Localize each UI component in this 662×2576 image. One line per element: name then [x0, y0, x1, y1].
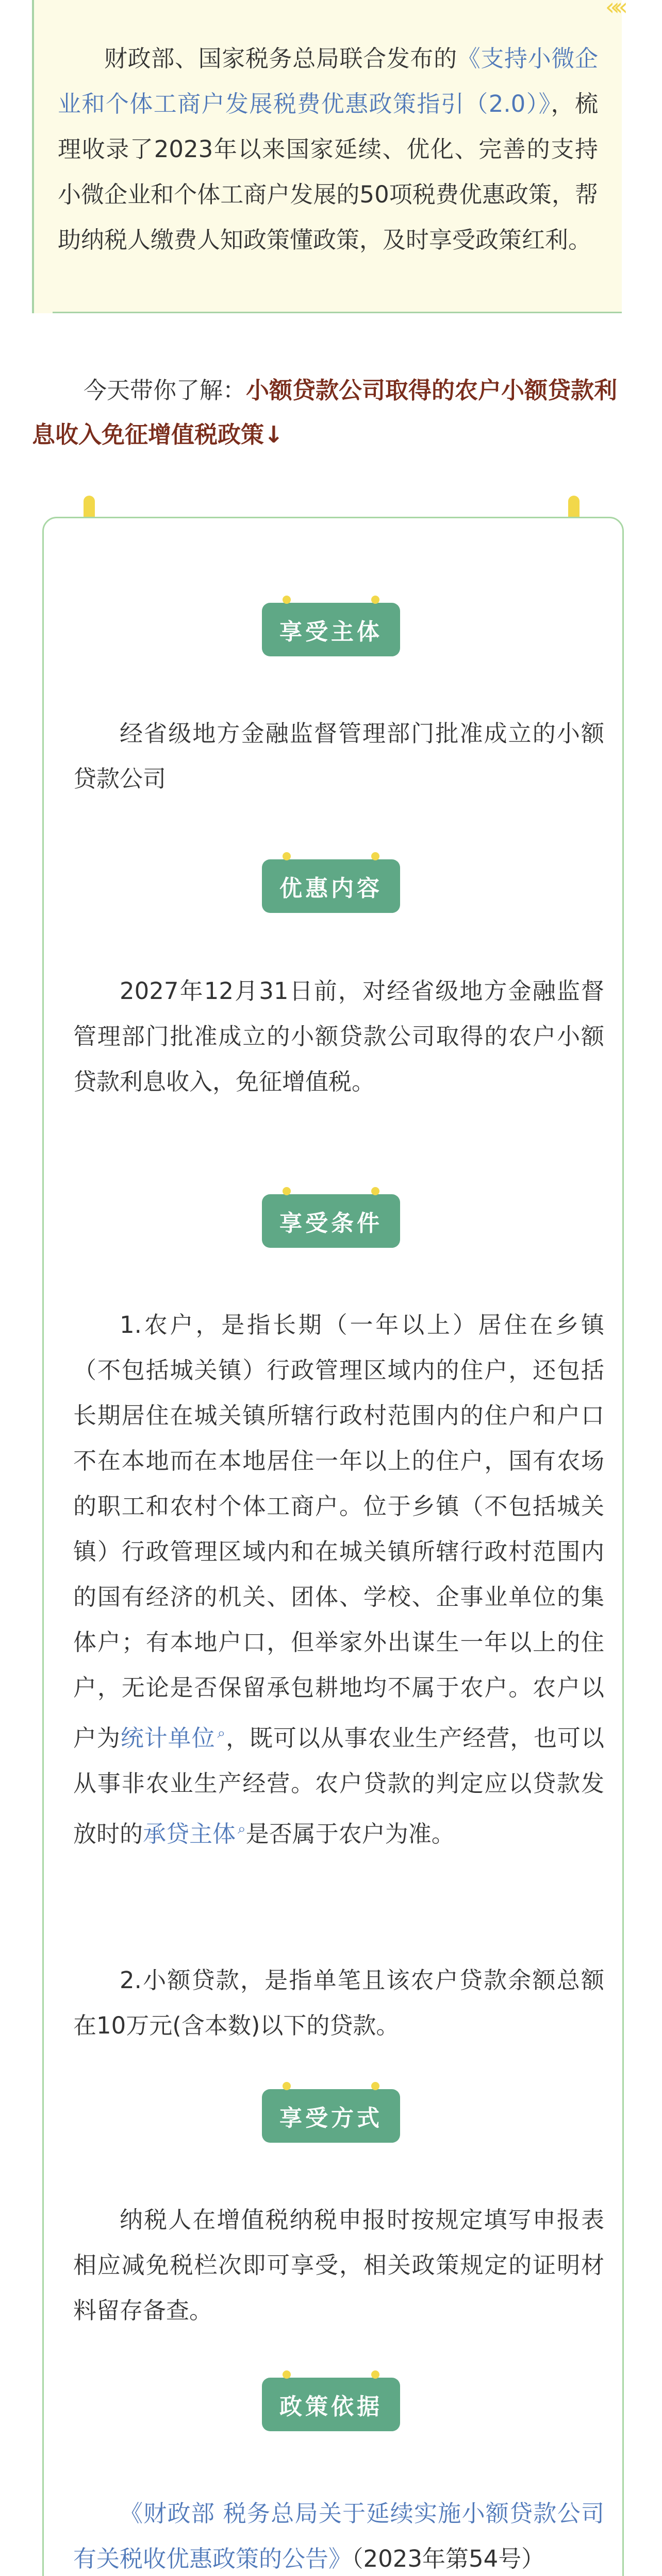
conditions-paragraph-1	[73, 1302, 604, 1857]
conditions-p1-part-b: ，既可以从事农业生产经营，也可以从事非农业生产经营。农户贷款的判定应以贷款发放时的	[73, 1724, 604, 1848]
policy-announcement-link[interactable]: 《财政部 税务总局关于延续实施小额贷款公司有关税收优惠政策的公告》	[73, 2500, 604, 2572]
decorative-arrows-icon: ««	[605, 0, 622, 21]
conditions-p1-part-a: 1.农户，是指长期（一年以上）居住在乡镇（不包括城关镇）行政管理区域内的住户，还包括长期居住在城关镇所辖行政村范围内的住户和户口不在本地而在本地居住一年以上的住户，国有农场的职工和农村个体工商户。位于乡镇（不包括城关镇）行政管理区域内和在城关镇所辖行政村范围内的国有经济的机关、团体、学校、企事业单位的集体户；有本地户口，但举家外出谋生一年以上的住户，无论是否保留承包耕地均不属于农户。农户以户为	[73, 1311, 604, 1752]
borrowing-entity-link[interactable]: 承贷主体	[143, 1820, 236, 1848]
section-header-method-wrap	[0, 2089, 662, 2143]
section-header-method: 享受方式	[262, 2089, 400, 2143]
conditions-paragraph-2: 2.小额贷款，是指单笔且该农户贷款余额总额在10万元(含本数)以下的贷款。	[73, 1967, 604, 2039]
subject-text: 经省级地方金融监督管理部门批准成立的小额贷款公司	[73, 720, 604, 792]
intro-paragraph	[58, 36, 598, 263]
content-text: 2027年12月31日前，对经省级地方金融监督管理部门批准成立的小额贷款公司取得的农户小额贷款利息收入，免征增值税。	[73, 977, 604, 1095]
search-superscript-icon[interactable]: ⌕	[217, 1724, 226, 1741]
intro-box	[32, 0, 622, 313]
section-header-conditions: 享受条件	[262, 1194, 400, 1248]
conditions-p1-part-c: 是否属于农户为准。	[245, 1820, 455, 1848]
statistical-unit-link[interactable]: 统计单位	[120, 1724, 216, 1752]
intro-before-link: 财政部、国家税务总局联合发布的	[104, 45, 457, 72]
section-header-basis: 政策依据	[262, 2378, 400, 2431]
section-header-content: 优惠内容	[262, 859, 400, 913]
lead-paragraph	[32, 368, 630, 457]
basis-paragraph	[73, 2491, 604, 2576]
policy-guide-link[interactable]: 《支持小微企业和个体工商户发展税费优惠政策指引（2.0）》	[58, 45, 598, 117]
basis-suffix: （2023年第54号）	[352, 2545, 545, 2572]
section-header-basis-wrap	[0, 2378, 662, 2431]
section-header-subject: 享受主体	[262, 603, 400, 656]
lead-highlight: 小额贷款公司取得的农户小额贷款利息收入免征增值税政策↓	[32, 377, 618, 448]
section-header-content-wrap	[0, 859, 662, 913]
method-text: 纳税人在增值税纳税申报时按规定填写申报表相应减免税栏次即可享受，相关政策规定的证明材料留存备查。	[73, 2206, 604, 2324]
intro-after-link: ，梳理收录了2023年以来国家延续、优化、完善的支持小微企业和个体工商户发展的50项税费优惠政策，帮助纳税人缴费人知政策懂政策，及时享受政策红利。	[58, 90, 598, 253]
search-superscript-icon[interactable]: ⌕	[238, 1820, 246, 1837]
lead-prefix: 今天带你了解：	[84, 377, 246, 404]
section-header-conditions-wrap	[0, 1194, 662, 1248]
section-header-subject-wrap	[0, 603, 662, 656]
